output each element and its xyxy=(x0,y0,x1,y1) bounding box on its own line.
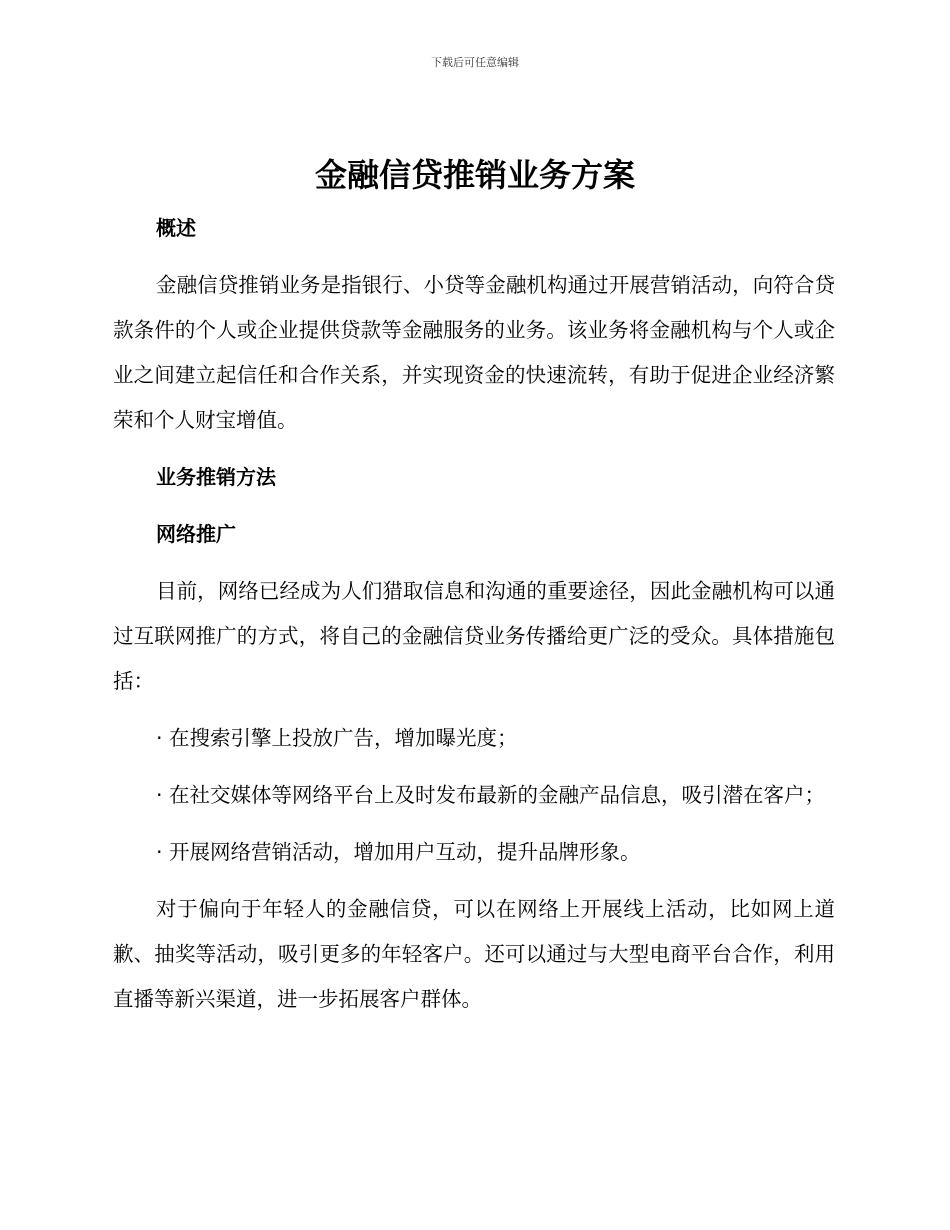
youth-paragraph: 对于偏向于年轻人的金融信贷，可以在网络上开展线上活动，比如网上道歉、抽奖等活动，吸引更多的年轻客户。还可以通过与大型电商平台合作，利用直播等新兴渠道，进一步拓展客户群体。 xyxy=(113,897,835,1011)
header-note: 下载后可任意编辑 xyxy=(431,56,519,69)
section-heading-overview: 概述 xyxy=(156,216,196,240)
section-heading-methods: 业务推销方法 xyxy=(156,465,276,489)
online-paragraph: 目前，网络已经成为人们猎取信息和沟通的重要途径，因此金融机构可以通过互联网推广的方式，将自己的金融信贷业务传播给更广泛的受众。具体措施包括： xyxy=(113,579,835,693)
bullet-item-search-ads: · 在搜索引擎上投放广告，增加曝光度； xyxy=(156,726,518,750)
document-title: 金融信贷推销业务方案 xyxy=(314,156,635,194)
document-body xyxy=(113,206,835,1034)
section-heading-online: 网络推广 xyxy=(156,522,236,546)
bullet-item-social-media: · 在社交媒体等网络平台上及时发布最新的金融产品信息，吸引潜在客户； xyxy=(156,783,826,807)
bullet-item-online-marketing: · 开展网络营销活动，增加用户互动，提升品牌形象。 xyxy=(156,840,641,864)
overview-paragraph: 金融信贷推销业务是指银行、小贷等金融机构通过开展营销活动，向符合贷款条件的个人或企业提供贷款等金融服务的业务。该业务将金融机构与个人或企业之间建立起信任和合作关系，并实现资金的快速流转，有助于促进企业经济繁荣和个人财宝增值。 xyxy=(113,273,835,432)
